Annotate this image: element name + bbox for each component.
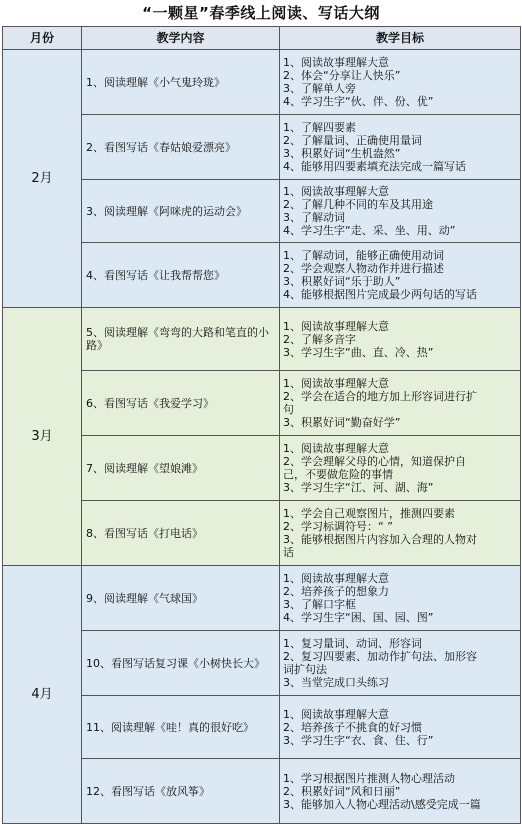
- lesson-content-cell: 5、阅读理解《弯弯的大路和笔直的小路》: [82, 308, 280, 371]
- goal-line: 己，不要做危险的事情: [283, 468, 393, 481]
- goal-line: 3、学习生字“江、河、湖、海”: [283, 481, 434, 494]
- goal-line: 词扩句法: [283, 663, 327, 676]
- lesson-content-cell: 3、阅读理解《阿咪虎的运动会》: [82, 180, 280, 243]
- goal-line: 2、了解多音字: [283, 332, 356, 346]
- lesson-content-cell: 2、看图写话《春姑娘爱漂亮》: [82, 115, 280, 180]
- goal-line: 4、学习生字“困、国、园、图”: [283, 611, 434, 624]
- lesson-content-cell: 10、看图写话复习课《小树快长大》: [82, 631, 280, 696]
- goal-line: 1、阅读故事理解大意: [283, 185, 389, 198]
- goal-line: 1、阅读故事理解大意: [283, 56, 389, 69]
- goal-line: 1、阅读故事理解大意: [283, 377, 389, 390]
- lesson-goals-cell: [280, 566, 521, 631]
- goal-line: 2、学会理解父母的心情，知道保护自: [283, 455, 466, 468]
- goal-line: 3、积累好词“勤奋好学”: [283, 416, 401, 429]
- goal-line: 话: [283, 546, 294, 559]
- lesson-content-cell: 12、看图写话《放风筝》: [82, 759, 280, 824]
- goal-line: 2、学会观察人物动作并进行描述: [283, 262, 444, 275]
- table-body: [3, 50, 521, 824]
- goal-line: 1、了解四要素: [283, 121, 356, 134]
- lesson-goals-cell: [280, 759, 521, 824]
- goal-line: 1、阅读故事理解大意: [283, 442, 389, 455]
- lesson-goals-cell: [280, 436, 521, 501]
- lesson-goals-cell: [280, 501, 521, 566]
- header-goals: 教学目标: [280, 27, 521, 50]
- goal-line: 4、能够用四要素填充法完成一篇写话: [283, 160, 466, 173]
- table-row: [3, 50, 521, 115]
- goal-line: 1、了解动词，能够正确使用动词: [283, 249, 444, 262]
- lesson-goals-cell: [280, 180, 521, 243]
- goal-line: 2、学习标调符号：“ ”: [283, 520, 393, 533]
- goal-line: 1、复习量词、动词、形容词: [283, 637, 422, 650]
- lesson-content-cell: 6、看图写话《我爱学习》: [82, 371, 280, 436]
- goal-line: 2、学会在适合的地方加上形容词进行扩: [283, 390, 477, 403]
- goal-line: 2、复习四要素、加动作扩句法、加形容: [283, 650, 477, 663]
- lesson-content-cell: 9、阅读理解《气球国》: [82, 566, 280, 631]
- month-cell: 3月: [3, 308, 82, 566]
- outline-table: [2, 26, 521, 824]
- goal-line: 3、当堂完成口头练习: [283, 676, 389, 689]
- lesson-content-cell: 11、阅读理解《哇！真的很好吃》: [82, 696, 280, 759]
- table-header-row: [3, 27, 521, 50]
- goal-line: 3、积累好词“生机盎然”: [283, 147, 401, 160]
- lesson-content-cell: 1、阅读理解《小气鬼玲珑》: [82, 50, 280, 115]
- goal-line: 1、阅读故事理解大意: [283, 319, 389, 333]
- goal-line: 2、积累好词“风和日丽”: [283, 784, 401, 798]
- lesson-goals-cell: [280, 696, 521, 759]
- table-row: [3, 308, 521, 371]
- goal-line: 3、了解口字框: [283, 598, 356, 611]
- page-title: “一颗星”春季线上阅读、写话大纲: [142, 4, 380, 22]
- goal-line: 4、学习生字“走、采、坐、用、动”: [283, 224, 456, 237]
- goal-line: 1、学习根据图片推测人物心理活动: [283, 771, 455, 785]
- month-cell: 4月: [3, 566, 82, 824]
- month-cell: 2月: [3, 50, 82, 308]
- goal-line: 3、了解动词: [283, 211, 345, 224]
- goal-line: 3、能够加入人物心理活动\感受完成一篇: [283, 797, 481, 811]
- goal-line: 句: [283, 403, 294, 416]
- header-content: 教学内容: [82, 27, 280, 50]
- lesson-goals-cell: [280, 243, 521, 308]
- goal-line: 4、学习生字“伙、伴、份、优”: [283, 95, 434, 108]
- goal-line: 4、能够根据图片完成最少两句话的写话: [283, 288, 477, 301]
- lesson-content-cell: 8、看图写话《打电话》: [82, 501, 280, 566]
- lesson-goals-cell: [280, 371, 521, 436]
- goal-line: 1、阅读故事理解大意: [283, 707, 389, 721]
- goal-line: 3、了解单人旁: [283, 82, 356, 95]
- goal-line: 3、能够根据图片内容加入合理的人物对: [283, 533, 477, 546]
- lesson-content-cell: 4、看图写话《让我帮帮您》: [82, 243, 280, 308]
- lesson-goals-cell: [280, 308, 521, 371]
- lesson-goals-cell: [280, 631, 521, 696]
- goal-line: 1、阅读故事理解大意: [283, 572, 389, 585]
- lesson-goals-cell: [280, 50, 521, 115]
- goal-line: 2、了解几种不同的车及其用途: [283, 198, 433, 211]
- header-month: 月份: [3, 27, 82, 50]
- lesson-goals-cell: [280, 115, 521, 180]
- lesson-content-cell: 7、阅读理解《望娘滩》: [82, 436, 280, 501]
- goal-line: 2、了解量词、正确使用量词: [283, 134, 422, 147]
- goal-line: 3、学习生字“衣、食、住、行”: [283, 733, 434, 747]
- goal-line: 2、培养孩子不挑食的好习惯: [283, 720, 422, 734]
- goal-line: 3、积累好词“乐于助人”: [283, 275, 401, 288]
- goal-line: 1、学会自己观察图片，推测四要素: [283, 507, 455, 520]
- table-row: [3, 566, 521, 631]
- goal-line: 2、体会“分享让人快乐”: [283, 69, 401, 82]
- goal-line: 3、学习生字“曲、直、冷、热”: [283, 345, 434, 359]
- goal-line: 2、培养孩子的想象力: [283, 585, 389, 598]
